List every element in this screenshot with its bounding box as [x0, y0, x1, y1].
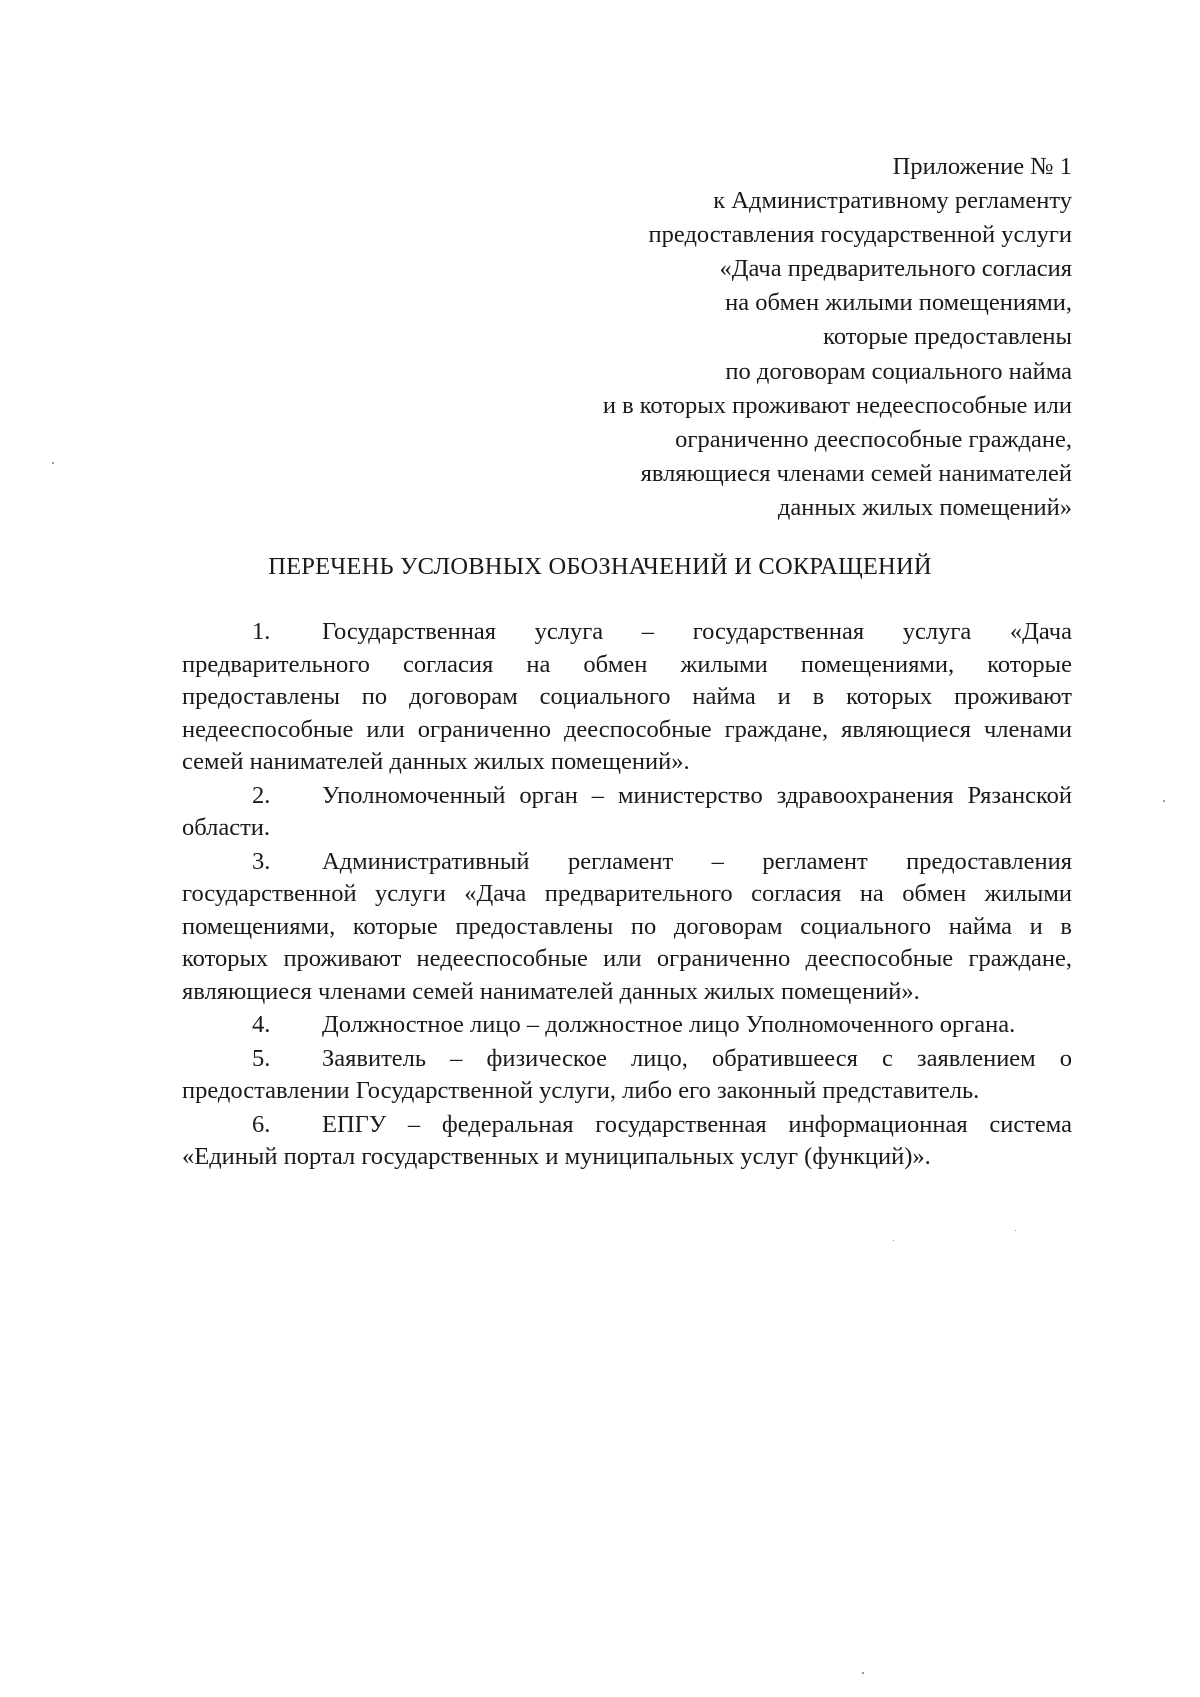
- item-text: Должностное лицо – должностное лицо Уполномоченного органа.: [322, 1011, 1016, 1038]
- document-title: ПЕРЕЧЕНЬ УСЛОВНЫХ ОБОЗНАЧЕНИЙ И СОКРАЩЕНИЙ: [268, 553, 932, 580]
- appendix-line: предоставления государственной услуги: [648, 221, 1072, 249]
- appendix-line: «Дача предварительного согласия: [719, 255, 1072, 283]
- item-text: Государственная услуга – государственная услуга «Дача предварительного согласия на обмен жилыми помещениями, которые предоставлены по договорам социального найма и в которых проживают недееспособные или ограниченно дееспособные граждане, являющиеся членами семей нанимателей данных жилых помещений».: [182, 618, 1072, 775]
- item-number: 1.: [252, 618, 271, 645]
- scan-speck: [1163, 800, 1165, 802]
- item-number: 2.: [252, 781, 271, 809]
- appendix-header: [452, 150, 1072, 525]
- list-item: [182, 780, 1072, 846]
- appendix-line: которые предоставлены: [823, 323, 1072, 351]
- appendix-line: на обмен жилыми помещениями,: [725, 289, 1072, 317]
- scan-speck: [52, 462, 54, 464]
- item-number: 4.: [252, 1011, 271, 1038]
- scan-speck: [1015, 1230, 1016, 1231]
- scan-speck: [893, 1240, 894, 1241]
- list-item: [182, 846, 1072, 1010]
- list-item: [182, 1043, 1072, 1109]
- appendix-line: данных жилых помещений»: [777, 493, 1072, 521]
- item-number: 5.: [252, 1044, 271, 1072]
- list-item: [182, 1109, 1072, 1175]
- item-number: 3.: [252, 847, 271, 875]
- appendix-line: Приложение № 1: [892, 153, 1072, 180]
- list-item: [182, 1009, 1072, 1043]
- scan-speck: [862, 1672, 864, 1674]
- item-number: 6.: [252, 1110, 271, 1138]
- abbreviations-list: [182, 616, 1072, 1175]
- appendix-line: являющиеся членами семей нанимателей: [640, 459, 1072, 487]
- appendix-line: и в которых проживают недееспособные или: [602, 391, 1072, 419]
- appendix-line: по договорам социального найма: [725, 357, 1072, 385]
- item-text: Заявитель – физическое лицо, обратившееся с заявлением о предоставлении Государственной услуги, либо его законный представитель.: [182, 1044, 1072, 1104]
- item-text: ЕПГУ – федеральная государственная информационная система «Единый портал государственных и муниципальных услуг (функций)».: [182, 1110, 1072, 1170]
- appendix-line: ограниченно дееспособные граждане,: [675, 425, 1072, 453]
- appendix-line: к Административному регламенту: [713, 187, 1072, 215]
- item-text: Административный регламент – регламент предоставления государственной услуги «Дача предварительного согласия на обмен жилыми помещениями, которые предоставлены по договорам социального найма и в которых проживают недееспособные или ограниченно дееспособные граждане, являющиеся членами семей нанимателей данных жилых помещений».: [182, 847, 1072, 1005]
- item-text: Уполномоченный орган – министерство здравоохранения Рязанской области.: [182, 781, 1072, 841]
- list-item: [182, 616, 1072, 780]
